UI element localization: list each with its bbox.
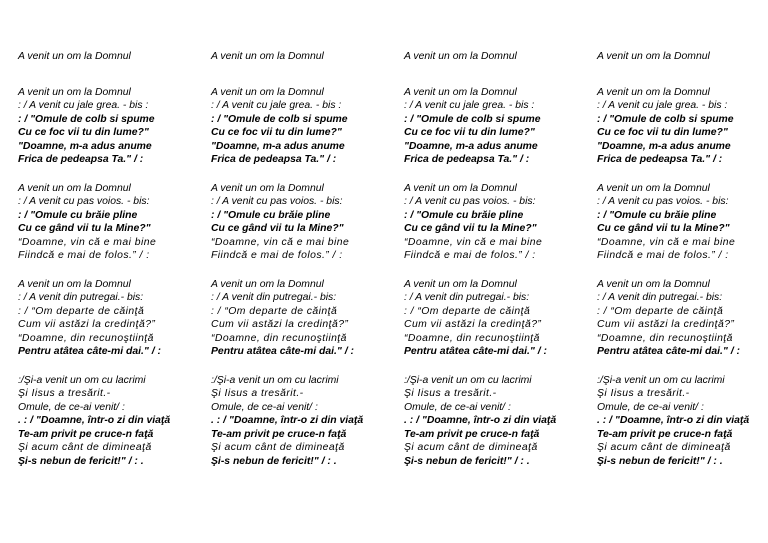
- lyric-line: A venit un om la Domnul: [404, 86, 517, 98]
- lyric-line: Fiindcă e mai de folos.” / :: [18, 250, 150, 261]
- lyric-line: : / A venit din putregai.- bis:: [18, 292, 144, 303]
- lyric-line: "Doamne, m-a adus anume: [597, 140, 731, 152]
- lyric-line: Şi Iisus a tresărit.-: [404, 388, 497, 399]
- lyric-line: Şi Iisus a tresărit.-: [18, 388, 111, 399]
- lyric-line: Frica de pedeapsa Ta." / :: [597, 154, 723, 165]
- stanza-1: [18, 86, 196, 167]
- lyric-line: “Doamne, din recunoştiinţă: [404, 332, 540, 344]
- lyric-line: : / A venit cu jale grea. - bis :: [404, 100, 535, 111]
- lyric-line: Frica de pedeapsa Ta." / :: [404, 154, 530, 165]
- lyric-line: A venit un om la Domnul: [404, 182, 517, 194]
- lyric-line: . : / "Doamne, într-o zi din viaţă: [404, 415, 557, 426]
- lyric-line: : / A venit din putregai.- bis:: [211, 292, 337, 303]
- song-column-3: [404, 50, 582, 483]
- lyric-line: “Doamne, vin că e mai bine: [18, 236, 157, 248]
- lyric-line: Cu ce foc vii tu din lume?": [597, 127, 728, 138]
- lyric-line: Omule, de ce-ai venit/ :: [211, 401, 318, 413]
- stanza-1: [597, 86, 768, 167]
- lyric-line: A venit un om la Domnul: [18, 182, 131, 194]
- lyric-line: Şi acum cânt de dimineaţă: [18, 442, 152, 453]
- lyric-line: : / "Omule de colb si spume: [211, 113, 348, 125]
- lyric-line: Te-am privit pe cruce-n faţă: [211, 428, 347, 440]
- lyric-line: Şi Iisus a tresărit.-: [597, 388, 690, 399]
- lyric-line: . : / "Doamne, într-o zi din viaţă: [18, 415, 171, 426]
- lyric-line: Fiindcă e mai de folos.” / :: [404, 250, 536, 261]
- lyric-line: Omule, de ce-ai venit/ :: [597, 401, 704, 413]
- stanza-1: [404, 86, 582, 167]
- lyric-line: : / “Om departe de căinţă: [404, 305, 531, 317]
- lyric-line: Cu ce gând vii tu la Mine?": [18, 223, 151, 234]
- lyric-line: Fiindcă e mai de folos.” / :: [597, 250, 729, 261]
- lyric-line: "Doamne, m-a adus anume: [404, 140, 538, 152]
- lyric-line: Şi-s nebun de fericit!" / : .: [18, 455, 144, 467]
- lyric-line: . : / "Doamne, într-o zi din viaţă: [597, 415, 750, 426]
- song-title: A venit un om la Domnul: [211, 51, 324, 62]
- lyric-line: A venit un om la Domnul: [211, 182, 324, 194]
- lyric-line: : / "Omule de colb si spume: [597, 113, 734, 125]
- lyric-line: A venit un om la Domnul: [211, 86, 324, 98]
- lyric-line: :/Şi-a venit un om cu lacrimi: [18, 374, 146, 386]
- lyric-line: Te-am privit pe cruce-n faţă: [404, 428, 540, 440]
- lyric-line: : / "Omule de colb si spume: [404, 113, 541, 125]
- lyric-line: Cum vii astăzi la credinţă?”: [597, 319, 735, 330]
- lyric-line: Cu ce foc vii tu din lume?": [18, 127, 149, 138]
- lyric-line: Şi-s nebun de fericit!" / : .: [597, 455, 723, 467]
- lyric-line: A venit un om la Domnul: [18, 86, 131, 98]
- lyric-line: : / A venit cu jale grea. - bis :: [597, 100, 728, 111]
- lyric-line: Cu ce gând vii tu la Mine?": [597, 223, 730, 234]
- lyric-line: : / “Om departe de căinţă: [211, 305, 338, 317]
- lyric-line: “Doamne, din recunoştiinţă: [597, 332, 733, 344]
- lyric-line: Şi-s nebun de fericit!" / : .: [404, 455, 530, 467]
- lyric-line: :/Şi-a venit un om cu lacrimi: [404, 374, 532, 386]
- song-title: A venit un om la Domnul: [404, 51, 517, 62]
- lyric-line: : / A venit cu pas voios. - bis:: [18, 196, 150, 207]
- stanza-2: [597, 182, 768, 263]
- lyric-line: : / A venit cu pas voios. - bis:: [597, 196, 729, 207]
- lyric-line: Fiindcă e mai de folos.” / :: [211, 250, 343, 261]
- lyric-line: “Doamne, vin că e mai bine: [597, 236, 736, 248]
- lyric-line: Frica de pedeapsa Ta." / :: [18, 154, 144, 165]
- lyric-line: : / A venit din putregai.- bis:: [404, 292, 530, 303]
- lyric-line: Te-am privit pe cruce-n faţă: [18, 428, 154, 440]
- lyric-line: A venit un om la Domnul: [597, 182, 710, 194]
- lyric-line: A venit un om la Domnul: [404, 278, 517, 290]
- lyric-line: : / “Om departe de căinţă: [597, 305, 724, 317]
- lyric-line: A venit un om la Domnul: [597, 278, 710, 290]
- lyric-line: Cum vii astăzi la credinţă?”: [404, 319, 542, 330]
- lyric-line: Cu ce foc vii tu din lume?": [211, 127, 342, 138]
- stanza-2: [404, 182, 582, 263]
- lyric-line: : / A venit cu pas voios. - bis:: [404, 196, 536, 207]
- lyric-line: "Doamne, m-a adus anume: [211, 140, 345, 152]
- song-column-4: [597, 50, 768, 483]
- lyric-line: : / "Omule cu brăie pline: [597, 209, 717, 221]
- lyric-line: Şi acum cânt de dimineaţă: [597, 442, 731, 453]
- lyric-line: : / "Omule de colb si spume: [18, 113, 155, 125]
- lyric-line: “Doamne, din recunoştiinţă: [18, 332, 154, 344]
- lyric-line: Pentru atâtea câte-mi dai." / :: [404, 346, 547, 357]
- lyric-line: : / "Omule cu brăie pline: [211, 209, 331, 221]
- lyric-line: Cum vii astăzi la credinţă?”: [211, 319, 349, 330]
- lyric-line: : / A venit cu jale grea. - bis :: [18, 100, 149, 111]
- lyric-line: Cu ce gând vii tu la Mine?": [404, 223, 537, 234]
- lyric-line: Pentru atâtea câte-mi dai." / :: [211, 346, 354, 357]
- lyric-line: : / “Om departe de căinţă: [18, 305, 145, 317]
- lyric-line: Cu ce foc vii tu din lume?": [404, 127, 535, 138]
- lyric-line: : / "Omule cu brăie pline: [18, 209, 138, 221]
- lyric-line: Pentru atâtea câte-mi dai." / :: [597, 346, 740, 357]
- stanza-4: [18, 374, 196, 469]
- song-title: A venit un om la Domnul: [597, 51, 710, 62]
- stanza-1: [211, 86, 389, 167]
- lyric-line: :/Şi-a venit un om cu lacrimi: [597, 374, 725, 386]
- lyric-line: : / A venit din putregai.- bis:: [597, 292, 723, 303]
- lyric-line: A venit un om la Domnul: [597, 86, 710, 98]
- lyric-line: :/Şi-a venit un om cu lacrimi: [211, 374, 339, 386]
- stanza-3: [18, 278, 196, 359]
- lyric-line: A venit un om la Domnul: [211, 278, 324, 290]
- lyric-line: “Doamne, vin că e mai bine: [211, 236, 350, 248]
- stanza-3: [597, 278, 768, 359]
- stanza-4: [404, 374, 582, 469]
- stanza-2: [211, 182, 389, 263]
- lyric-line: Şi acum cânt de dimineaţă: [211, 442, 345, 453]
- lyric-line: Pentru atâtea câte-mi dai." / :: [18, 346, 161, 357]
- song-title: A venit un om la Domnul: [18, 51, 131, 62]
- lyric-line: Omule, de ce-ai venit/ :: [404, 401, 511, 413]
- stanza-3: [211, 278, 389, 359]
- lyric-line: Frica de pedeapsa Ta." / :: [211, 154, 337, 165]
- lyric-line: Omule, de ce-ai venit/ :: [18, 401, 125, 413]
- song-column-2: [211, 50, 389, 483]
- song-column-1: [18, 50, 196, 483]
- lyric-line: . : / "Doamne, într-o zi din viaţă: [211, 415, 364, 426]
- stanza-2: [18, 182, 196, 263]
- lyric-line: : / A venit cu jale grea. - bis :: [211, 100, 342, 111]
- lyric-line: Te-am privit pe cruce-n faţă: [597, 428, 733, 440]
- stanza-3: [404, 278, 582, 359]
- stanza-4: [211, 374, 389, 469]
- lyric-line: “Doamne, vin că e mai bine: [404, 236, 543, 248]
- lyric-line: : / A venit cu pas voios. - bis:: [211, 196, 343, 207]
- lyric-line: : / "Omule cu brăie pline: [404, 209, 524, 221]
- lyric-line: Şi-s nebun de fericit!" / : .: [211, 455, 337, 467]
- lyric-line: Cum vii astăzi la credinţă?”: [18, 319, 156, 330]
- lyric-line: Şi Iisus a tresărit.-: [211, 388, 304, 399]
- lyric-line: “Doamne, din recunoştiinţă: [211, 332, 347, 344]
- lyric-line: Cu ce gând vii tu la Mine?": [211, 223, 344, 234]
- lyric-line: A venit un om la Domnul: [18, 278, 131, 290]
- stanza-4: [597, 374, 768, 469]
- lyric-line: Şi acum cânt de dimineaţă: [404, 442, 538, 453]
- lyric-line: "Doamne, m-a adus anume: [18, 140, 152, 152]
